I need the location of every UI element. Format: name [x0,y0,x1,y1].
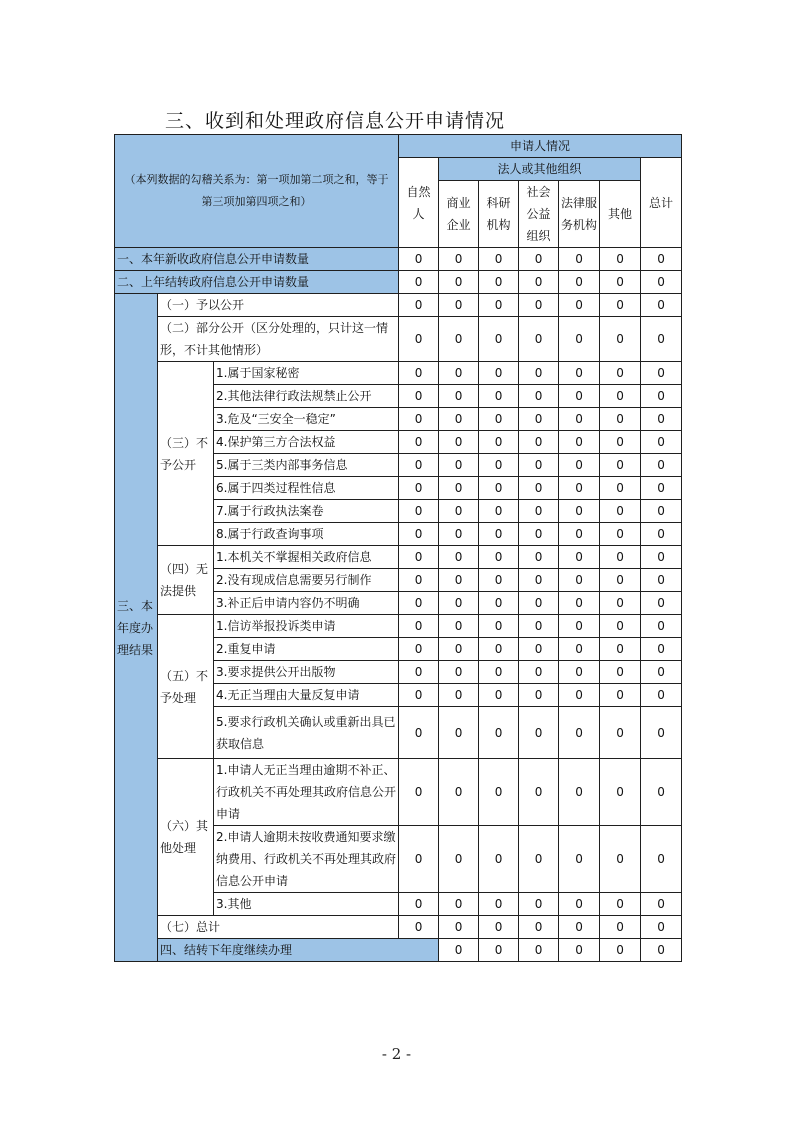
cell-value: 0 [439,546,479,569]
cell-value: 0 [519,916,559,939]
g6-item-label: 1.申请人无正当理由逾期不补正、行政机关不再处理其政府信息公开申请 [214,759,399,826]
research-header: 科研机构 [479,181,519,248]
cell-value: 0 [641,454,682,477]
cell-value: 0 [479,248,519,271]
cell-value: 0 [479,523,519,546]
cell-value: 0 [479,615,519,638]
cell-value: 0 [479,826,519,893]
g3-item-label: 8.属于行政查询事项 [214,523,399,546]
cell-value: 0 [439,248,479,271]
cell-value: 0 [600,592,641,615]
cell-value: 0 [600,431,641,454]
g1-label: （一）予以公开 [158,294,399,317]
legal-service-header: 法律服务机构 [559,181,600,248]
cell-value: 0 [559,826,600,893]
cell-value: 0 [641,684,682,707]
cell-value: 0 [600,317,641,362]
relationship-note: （本列数据的勾稽关系为：第一项加第二项之和，等于第三项加第四项之和） [115,135,399,248]
cell-value: 0 [439,638,479,661]
cell-value: 0 [600,916,641,939]
cell-value: 0 [559,500,600,523]
cell-value: 0 [399,271,439,294]
cell-value: 0 [399,317,439,362]
cell-value: 0 [641,271,682,294]
cell-value: 0 [559,684,600,707]
cell-value: 0 [641,385,682,408]
g4-item-label: 3.补正后申请内容仍不明确 [214,592,399,615]
cell-value: 0 [519,385,559,408]
g6-label: （六）其他处理 [158,759,214,916]
row-carry-label: 二、上年结转政府信息公开申请数量 [115,271,399,294]
cell-value: 0 [641,408,682,431]
cell-value: 0 [641,939,682,962]
cell-value: 0 [399,615,439,638]
cell-value: 0 [559,916,600,939]
cell-value: 0 [439,408,479,431]
cell-value: 0 [559,431,600,454]
cell-value: 0 [439,615,479,638]
cell-value: 0 [479,477,519,500]
cell-value: 0 [439,431,479,454]
cell-value: 0 [600,569,641,592]
cell-value: 0 [439,569,479,592]
cell-value: 0 [399,592,439,615]
page-number: - 2 - [381,1045,412,1063]
cell-value: 0 [399,893,439,916]
cell-value: 0 [641,248,682,271]
cell-value: 0 [439,826,479,893]
cell-value: 0 [399,684,439,707]
page-title: 三、收到和处理政府信息公开申请情况 [165,110,506,132]
cell-value: 0 [479,569,519,592]
cell-value: 0 [399,362,439,385]
cell-value: 0 [600,362,641,385]
cell-value: 0 [519,569,559,592]
cell-value: 0 [559,317,600,362]
cell-value: 0 [641,431,682,454]
cell-value: 0 [479,454,519,477]
cell-value: 0 [600,759,641,826]
cell-value: 0 [519,362,559,385]
cell-value: 0 [399,916,439,939]
cell-value: 0 [641,592,682,615]
g4-label: （四）无法提供 [158,546,214,615]
cell-value: 0 [479,294,519,317]
cell-value: 0 [479,385,519,408]
cell-value: 0 [600,477,641,500]
cell-value: 0 [399,569,439,592]
cell-value: 0 [641,546,682,569]
cell-value: 0 [559,546,600,569]
cell-value: 0 [600,500,641,523]
cell-value: 0 [559,523,600,546]
g3-item-label: 6.属于四类过程性信息 [214,477,399,500]
cell-value: 0 [559,294,600,317]
cell-value: 0 [519,294,559,317]
cell-value: 0 [519,707,559,759]
cell-value: 0 [399,500,439,523]
cell-value: 0 [519,684,559,707]
g5-item-label: 5.要求行政机关确认或重新出具已获取信息 [214,707,399,759]
legal-group-header: 法人或其他组织 [439,158,641,181]
total-header: 总计 [641,158,682,248]
cell-value: 0 [519,317,559,362]
cell-value: 0 [399,661,439,684]
cell-value: 0 [479,707,519,759]
cell-value: 0 [641,569,682,592]
cell-value: 0 [439,500,479,523]
cell-value: 0 [641,294,682,317]
cell-value: 0 [559,362,600,385]
cell-value: 0 [519,271,559,294]
cell-value: 0 [399,408,439,431]
cell-value: 0 [479,500,519,523]
cell-value: 0 [600,248,641,271]
cell-value: 0 [399,477,439,500]
cell-value: 0 [479,916,519,939]
cell-value: 0 [439,317,479,362]
cell-value: 0 [641,707,682,759]
cell-value: 0 [559,248,600,271]
cell-value: 0 [519,431,559,454]
cell-value: 0 [439,707,479,759]
cell-value: 0 [600,661,641,684]
cell-value: 0 [600,826,641,893]
g3-item-label: 7.属于行政执法案卷 [214,500,399,523]
cell-value: 0 [519,826,559,893]
cell-value: 0 [519,615,559,638]
cell-value: 0 [439,939,479,962]
cell-value: 0 [479,362,519,385]
cell-value: 0 [439,362,479,385]
cell-value: 0 [439,916,479,939]
social-header: 社会公益组织 [519,181,559,248]
cell-value: 0 [559,454,600,477]
cell-value: 0 [559,615,600,638]
cell-value: 0 [519,500,559,523]
cell-value: 0 [439,684,479,707]
cell-value: 0 [479,939,519,962]
cell-value: 0 [439,385,479,408]
cell-value: 0 [600,271,641,294]
cell-value: 0 [600,408,641,431]
cell-value: 0 [559,271,600,294]
cell-value: 0 [479,592,519,615]
cell-value: 0 [600,615,641,638]
cell-value: 0 [641,615,682,638]
cell-value: 0 [559,939,600,962]
cell-value: 0 [399,454,439,477]
cell-value: 0 [399,294,439,317]
g5-item-label: 1.信访举报投诉类申请 [214,615,399,638]
cell-value: 0 [519,661,559,684]
cell-value: 0 [600,684,641,707]
cell-value: 0 [519,638,559,661]
g3-label: （三）不予公开 [158,362,214,546]
cell-value: 0 [519,248,559,271]
cell-value: 0 [479,546,519,569]
cell-value: 0 [519,454,559,477]
cell-value: 0 [399,707,439,759]
other-header: 其他 [600,181,641,248]
cell-value: 0 [600,546,641,569]
cell-value: 0 [600,454,641,477]
applicant-header: 申请人情况 [399,135,682,158]
cell-value: 0 [519,893,559,916]
g3-item-label: 1.属于国家秘密 [214,362,399,385]
cell-value: 0 [479,317,519,362]
cell-value: 0 [559,707,600,759]
cell-value: 0 [641,661,682,684]
cell-value: 0 [439,759,479,826]
cell-value: 0 [641,916,682,939]
cell-value: 0 [641,826,682,893]
g2-label: （二）部分公开（区分处理的，只计这一情形，不计其他情形） [158,317,399,362]
cell-value: 0 [479,661,519,684]
cell-value: 0 [600,385,641,408]
g5-item-label: 2.重复申请 [214,638,399,661]
cell-value: 0 [479,408,519,431]
cell-value: 0 [559,759,600,826]
g6-item-label: 2.申请人逾期未按收费通知要求缴纳费用、行政机关不再处理其政府信息公开申请 [214,826,399,893]
row-new-label: 一、本年新收政府信息公开申请数量 [115,248,399,271]
cell-value: 0 [559,592,600,615]
cell-value: 0 [479,271,519,294]
g5-item-label: 3.要求提供公开出版物 [214,661,399,684]
g3-item-label: 4.保护第三方合法权益 [214,431,399,454]
g5-label: （五）不予处理 [158,615,214,759]
cell-value: 0 [399,759,439,826]
g4-item-label: 1.本机关不掌握相关政府信息 [214,546,399,569]
g3-item-label: 2.其他法律行政法规禁止公开 [214,385,399,408]
g4-item-label: 2.没有现成信息需要另行制作 [214,569,399,592]
cell-value: 0 [600,638,641,661]
g5-item-label: 4.无正当理由大量反复申请 [214,684,399,707]
cell-value: 0 [399,431,439,454]
cell-value: 0 [519,546,559,569]
cell-value: 0 [641,759,682,826]
info-disclosure-table [114,134,682,962]
g3-item-label: 3.危及“三安全一稳定” [214,408,399,431]
cell-value: 0 [439,294,479,317]
cell-value: 0 [439,661,479,684]
cell-value: 0 [600,707,641,759]
cell-value: 0 [600,939,641,962]
cell-value: 0 [399,248,439,271]
cell-value: 0 [559,893,600,916]
commercial-header: 商业企业 [439,181,479,248]
row-next-label: 四、结转下年度继续办理 [158,939,439,962]
cell-value: 0 [519,408,559,431]
cell-value: 0 [641,893,682,916]
cell-value: 0 [559,385,600,408]
cell-value: 0 [559,477,600,500]
cell-value: 0 [600,294,641,317]
g6-item-label: 3.其他 [214,893,399,916]
cell-value: 0 [439,454,479,477]
cell-value: 0 [399,638,439,661]
cell-value: 0 [439,477,479,500]
cell-value: 0 [479,759,519,826]
row-result-label: 三、本年度办理结果 [115,294,158,962]
cell-value: 0 [600,893,641,916]
natural-person-header: 自然人 [399,158,439,248]
cell-value: 0 [519,592,559,615]
cell-value: 0 [479,684,519,707]
cell-value: 0 [439,271,479,294]
cell-value: 0 [399,523,439,546]
cell-value: 0 [439,523,479,546]
cell-value: 0 [559,569,600,592]
cell-value: 0 [559,661,600,684]
cell-value: 0 [559,638,600,661]
cell-value: 0 [479,638,519,661]
cell-value: 0 [519,477,559,500]
cell-value: 0 [479,431,519,454]
cell-value: 0 [519,523,559,546]
g7-label: （七）总计 [158,916,399,939]
cell-value: 0 [641,523,682,546]
cell-value: 0 [479,893,519,916]
cell-value: 0 [641,362,682,385]
cell-value: 0 [399,546,439,569]
cell-value: 0 [641,477,682,500]
g3-item-label: 5.属于三类内部事务信息 [214,454,399,477]
cell-value: 0 [641,317,682,362]
cell-value: 0 [519,939,559,962]
cell-value: 0 [641,638,682,661]
cell-value: 0 [399,385,439,408]
cell-value: 0 [559,408,600,431]
cell-value: 0 [399,826,439,893]
cell-value: 0 [519,759,559,826]
cell-value: 0 [600,523,641,546]
cell-value: 0 [641,500,682,523]
cell-value: 0 [439,893,479,916]
cell-value: 0 [439,592,479,615]
